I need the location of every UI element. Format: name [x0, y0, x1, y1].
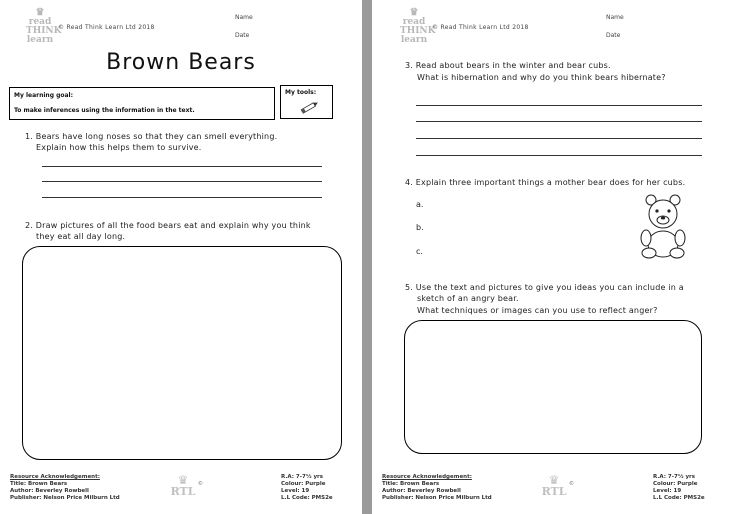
worksheet-page-left [0, 0, 362, 514]
question-2-subtext: they eat all day long. [36, 232, 126, 241]
copyright-mark: © [198, 481, 203, 487]
question-5-text: 5. Use the text and pictures to give you ideas you can include in a [405, 283, 684, 292]
answer-line[interactable] [416, 155, 702, 156]
question-1-text: 1. Bears have long noses so that they can smell everything. [25, 132, 278, 141]
rtl-logo: ♛ RTL [539, 474, 569, 508]
crown-icon: ♛ [409, 7, 419, 18]
reading-level-info: R.A: 7-7½ yrs Colour: Purple Level: 19 L.L Code: PMS2e [281, 474, 333, 501]
drawing-area[interactable] [22, 246, 342, 460]
option-b-label: b. [416, 223, 424, 232]
answer-line[interactable] [416, 138, 702, 139]
worksheet-page-right [372, 0, 734, 514]
option-a-label: a. [416, 200, 424, 209]
crown-icon: ♛ [548, 473, 560, 487]
question-3-subtext: What is hibernation and why do you think bears hibernate? [417, 73, 666, 82]
answer-line[interactable] [416, 121, 702, 122]
answer-line[interactable] [42, 197, 322, 198]
answer-line[interactable] [416, 105, 702, 106]
question-2-text: 2. Draw pictures of all the food bears eat and explain why you think [25, 221, 311, 230]
answer-line[interactable] [42, 181, 322, 182]
name-label: Name [235, 14, 253, 21]
teddy-bear-icon [634, 192, 696, 260]
crown-icon: ♛ [35, 7, 45, 18]
rtl-logo: ♛ RTL [168, 474, 198, 508]
option-c-label: c. [416, 247, 423, 256]
read-think-learn-logo: ♛ read THINK learn [26, 7, 62, 45]
question-3-text: 3. Read about bears in the winter and bear cubs. [405, 61, 611, 70]
resource-acknowledgement: Resource Acknowledgement: Title: Brown Bears Author: Beverley Rowbell Publisher: Nelson Price Milburn Ltd [382, 474, 492, 501]
date-label: Date [606, 32, 621, 39]
learning-goal-box [9, 87, 275, 120]
page-title: Brown Bears [106, 50, 256, 75]
copyright-text: © Read Think Learn Ltd 2018 [432, 24, 529, 31]
learning-goal-header: My learning goal: [14, 92, 74, 99]
tools-header: My tools: [285, 89, 317, 96]
answer-line[interactable] [42, 166, 322, 167]
name-label: Name [606, 14, 624, 21]
question-5-subtext: sketch of an angry bear. [417, 294, 519, 303]
question-1-subtext: Explain how this helps them to survive. [36, 143, 202, 152]
date-label: Date [235, 32, 250, 39]
copyright-mark: © [569, 481, 574, 487]
question-4-text: 4. Explain three important things a mother bear does for her cubs. [405, 178, 686, 187]
reading-level-info: R.A: 7-7½ yrs Colour: Purple Level: 19 L.L Code: PMS2e [653, 474, 705, 501]
tools-box [280, 85, 333, 119]
copyright-text: © Read Think Learn Ltd 2018 [58, 24, 155, 31]
learning-goal-text: To make inferences using the information in the text. [14, 107, 195, 114]
pencil-crayon-icon [299, 100, 321, 114]
sketch-area[interactable] [404, 320, 702, 454]
question-5-subtext-2: What techniques or images can you use to reflect anger? [417, 306, 658, 315]
crown-icon: ♛ [177, 473, 189, 487]
resource-acknowledgement: Resource Acknowledgement: Title: Brown Bears Author: Beverley Rowbell Publisher: Nelson Price Milburn Ltd [10, 474, 120, 501]
read-think-learn-logo: ♛ read THINK learn [400, 7, 436, 45]
